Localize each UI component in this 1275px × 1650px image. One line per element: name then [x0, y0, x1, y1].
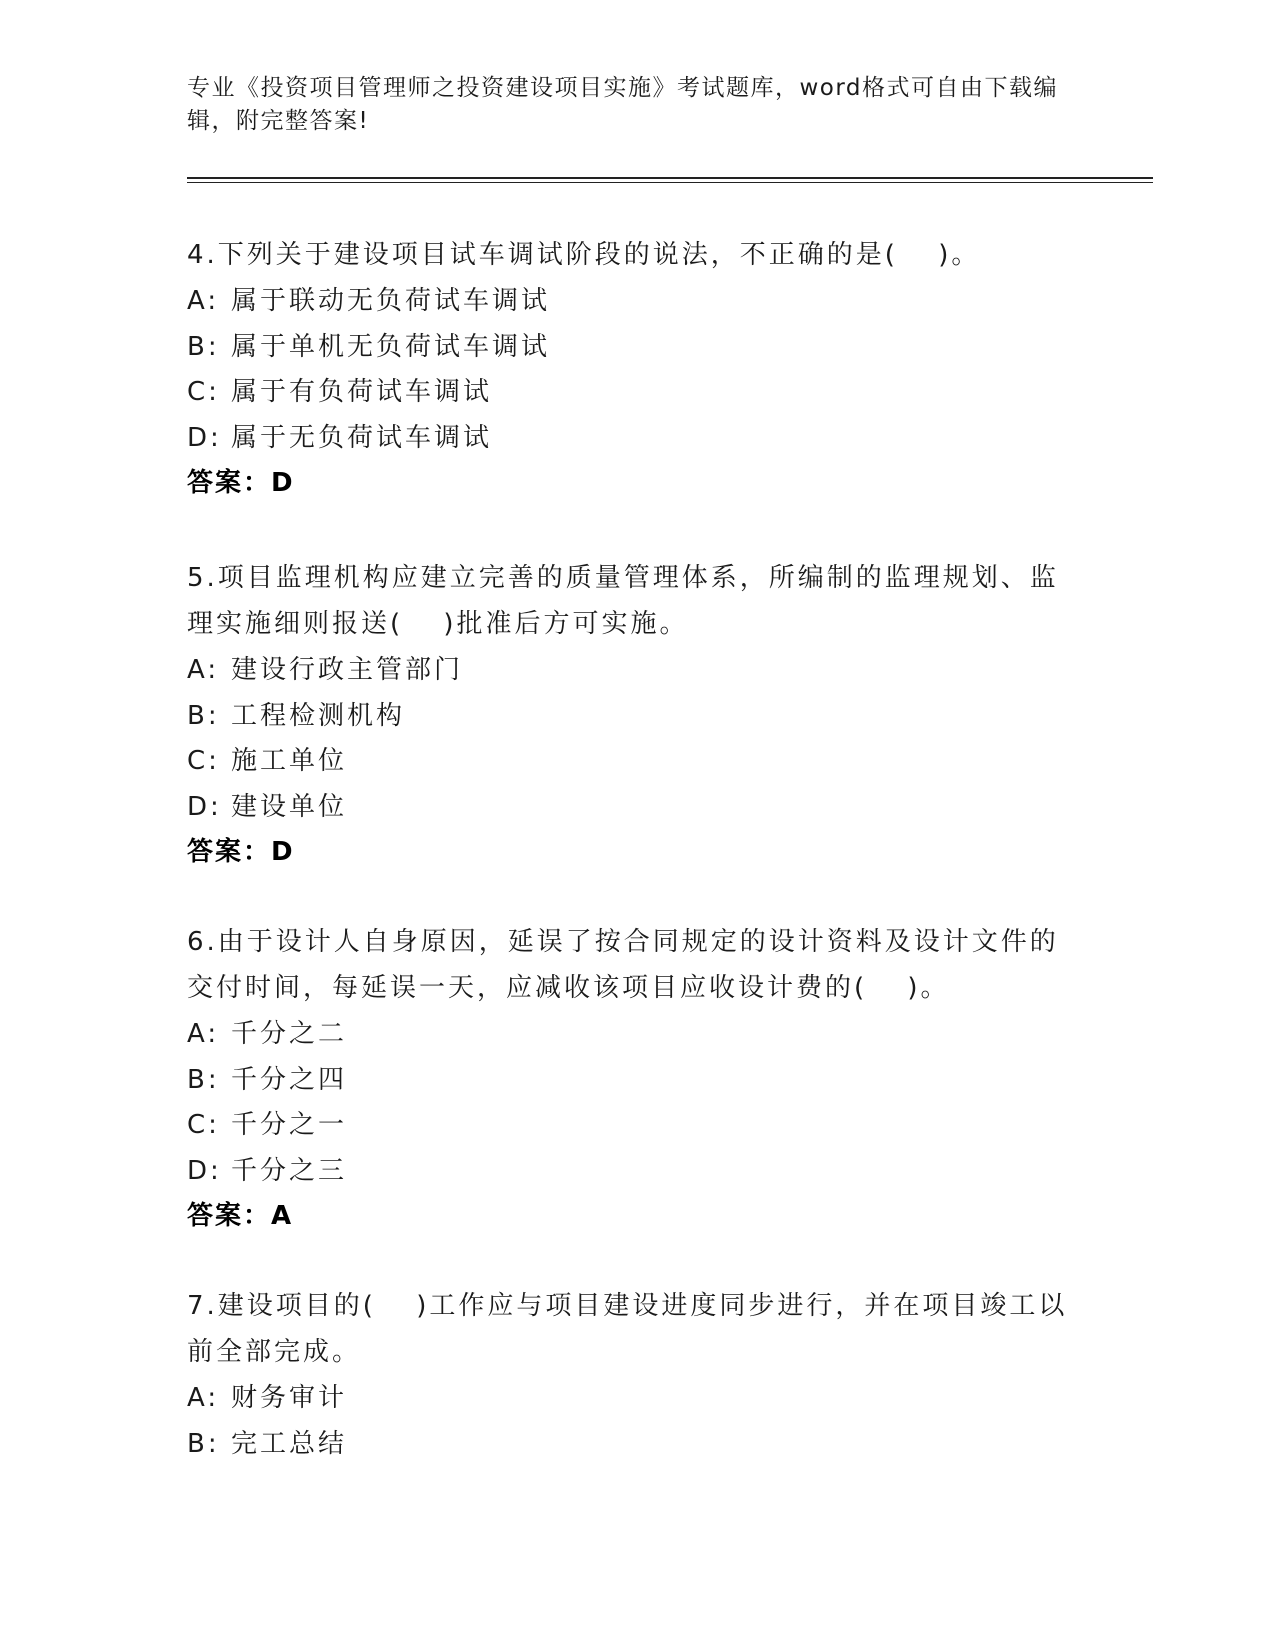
option-d [187, 1148, 1087, 1194]
question-stem: 6.由于设计人自身原因，延误了按合同规定的设计资料及设计文件的交付时间，每延误一天，应减收该项目应收设计费的( )。 [187, 927, 1059, 1003]
header-divider [187, 177, 1153, 179]
option-letter: C: [187, 1110, 220, 1140]
option-text: 千分之三 [231, 1155, 348, 1186]
option-text: 工程检测机构 [231, 700, 406, 731]
option-c [187, 369, 1087, 415]
option-text: 属于无负荷试车调试 [231, 422, 493, 453]
option-letter: A: [187, 1019, 220, 1049]
answer-line: 答案：D [187, 468, 295, 498]
option-d [187, 415, 1087, 461]
question-5 [187, 555, 1087, 875]
option-letter: D: [187, 422, 222, 453]
option-letter: D: [187, 791, 222, 822]
option-text: 属于单机无负荷试车调试 [231, 331, 551, 362]
option-c [187, 1102, 1087, 1148]
option-b [187, 1421, 1087, 1467]
option-letter: A: [187, 655, 220, 685]
option-letter: B: [187, 1064, 220, 1095]
option-text: 属于有负荷试车调试 [231, 377, 493, 407]
option-b [187, 693, 1087, 739]
question-stem: 4.下列关于建设项目试车调试阶段的说法，不正确的是( )。 [187, 240, 981, 270]
option-letter: A: [187, 286, 220, 316]
option-text: 财务审计 [231, 1383, 348, 1413]
option-text: 建设单位 [231, 791, 348, 822]
answer-line: 答案：D [187, 837, 295, 867]
question-stem: 5.项目监理机构应建立完善的质量管理体系，所编制的监理规划、监理实施细则报送( )批准后方可实施。 [187, 563, 1059, 639]
option-text: 千分之一 [231, 1110, 348, 1140]
option-a [187, 647, 1087, 693]
question-7 [187, 1283, 1087, 1466]
option-letter: C: [187, 377, 220, 407]
option-letter: A: [187, 1383, 220, 1413]
option-b [187, 1057, 1087, 1103]
option-letter: B: [187, 331, 220, 362]
option-letter: D: [187, 1155, 222, 1186]
option-text: 建设行政主管部门 [231, 655, 464, 685]
option-text: 千分之二 [231, 1019, 348, 1049]
option-d [187, 784, 1087, 830]
option-text: 千分之四 [231, 1064, 348, 1095]
question-4 [187, 232, 1087, 506]
option-letter: B: [187, 1428, 220, 1459]
question-stem: 7.建设项目的( )工作应与项目建设进度同步进行，并在项目竣工以前全部完成。 [187, 1291, 1068, 1367]
option-c [187, 738, 1087, 784]
option-text: 属于联动无负荷试车调试 [231, 286, 551, 316]
option-a [187, 1375, 1087, 1421]
document-header: 专业《投资项目管理师之投资建设项目实施》考试题库，word格式可自由下载编辑，附完整答案! [187, 75, 1059, 134]
option-b [187, 324, 1087, 370]
option-a [187, 1011, 1087, 1057]
option-letter: C: [187, 746, 220, 776]
question-6 [187, 919, 1087, 1239]
option-text: 施工单位 [231, 746, 348, 776]
option-a [187, 278, 1087, 324]
option-text: 完工总结 [231, 1428, 348, 1459]
answer-line: 答案：A [187, 1201, 294, 1231]
header-divider-thin [187, 182, 1153, 183]
option-letter: B: [187, 700, 220, 731]
